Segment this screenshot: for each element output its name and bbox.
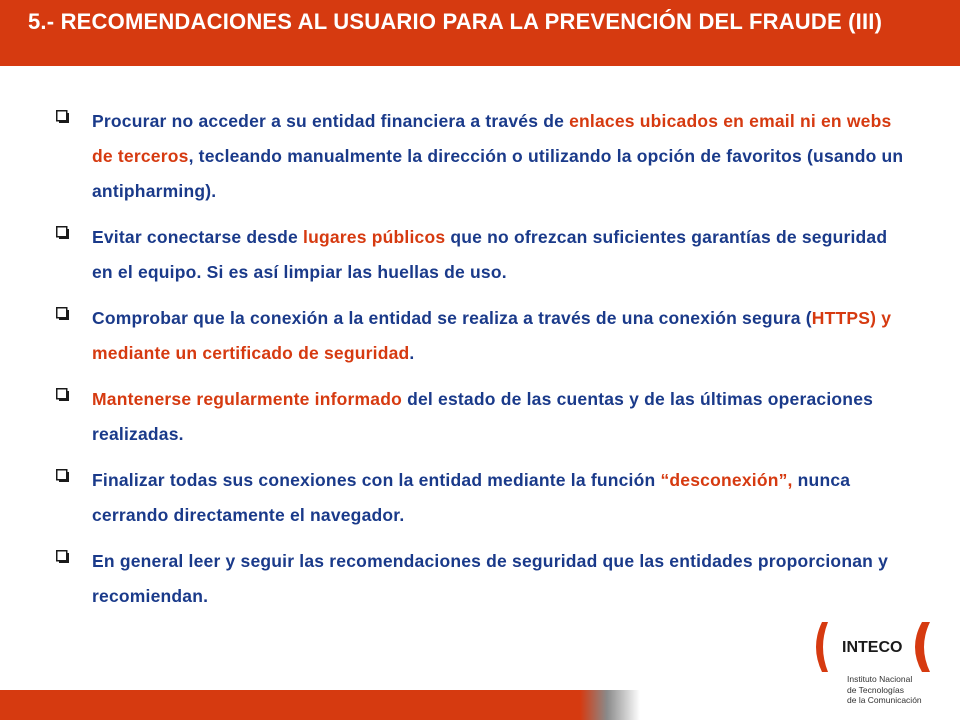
bullet-text-segment: Procurar no acceder a su entidad financiera a través de [92,111,570,131]
bullet-text-segment: En general leer y seguir las recomendaciones de seguridad que las entidades proporcionan y recomiendan. [92,551,889,606]
bullet-item [52,220,912,290]
bullet-text-segment: . [409,343,415,363]
svg-text:INTECO: INTECO [842,639,903,656]
bullet-list [52,104,912,625]
bullet-text-segment: que no ofrezcan suficientes garantías de seguridad en el equipo. Si es así limpiar las huellas de uso. [92,227,888,282]
bullet-text-segment: Evitar conectarse desde [92,227,304,247]
footer-bar [0,690,600,720]
bullet-text-segment: nunca cerrando directamente el navegador. [92,470,851,525]
highlighted-text: lugares públicos [303,227,446,247]
highlighted-text: Mantenerse regularmente informado [92,389,403,409]
bullet-text [92,220,912,290]
highlighted-text: enlaces ubicados en email ni en webs de terceros [92,111,892,166]
logo-tagline-line: de la Comunicación [847,695,922,705]
bullet-text [92,104,912,209]
bullet-item [52,301,912,371]
bullet-item [52,544,912,614]
bullet-text-segment: del estado de las cuentas y de las últimas operaciones realizadas. [92,389,874,444]
bullet-text-segment: Comprobar que la conexión a la entidad se realiza a través de una conexión segura ( [92,308,812,328]
bullet-item [52,382,912,452]
bullet-text [92,382,912,452]
bullet-text [92,301,912,371]
logo-tagline [847,674,947,706]
bullet-item [52,463,912,533]
bullet-text [92,544,912,614]
highlighted-text: “desconexión”, [660,470,793,490]
bullet-text-segment: , tecleando manualmente la dirección o utilizando la opción de favoritos (usando un antipharming). [92,146,904,201]
checkbox-bullet-icon [56,469,70,483]
logo-tagline-line: de Tecnologías [847,684,905,695]
footer-bar-fade [580,690,640,720]
bullet-item [52,104,912,209]
logo-tagline-line: Instituto Nacional [847,674,913,684]
inteco-logo-mark [812,618,942,676]
inteco-logo [812,618,942,708]
bullet-text-segment: Finalizar todas sus conexiones con la entidad mediante la función [92,470,661,490]
highlighted-text: HTTPS) y mediante un certificado de seguridad [92,308,892,363]
checkbox-bullet-icon [56,307,70,321]
checkbox-bullet-icon [56,110,70,124]
checkbox-bullet-icon [56,550,70,564]
bullet-text [92,463,912,533]
checkbox-bullet-icon [56,226,70,240]
page-title: 5.- RECOMENDACIONES AL USUARIO PARA LA PREVENCIÓN DEL FRAUDE (III) [28,9,883,34]
checkbox-bullet-icon [56,388,70,402]
